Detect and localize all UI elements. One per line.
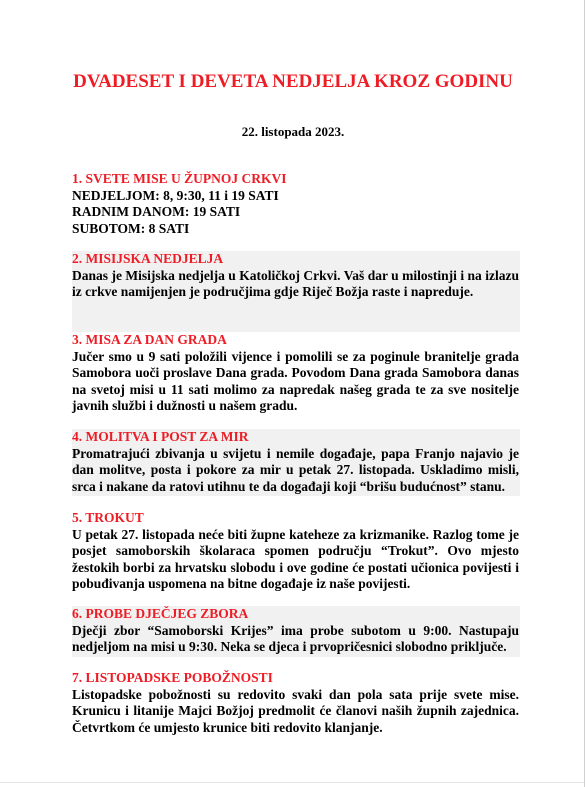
- document-title: DVADESET I DEVETA NEDJELJA KROZ GODINU: [73, 71, 513, 92]
- section-mission-sunday: [72, 251, 520, 332]
- section-text: Promatrajući zbivanja u svijetu i nemile događaje, papa Franjo najavio je dan molitve, posta i pokore za mir u petak 27. listopada. Uskladimo misli, srca i nakane da ratovi utihnu te da događaji koji “brišu budućnost” stanu.: [72, 445, 519, 494]
- section-trokut: [72, 510, 520, 593]
- document-date: 22. listopada 2023.: [241, 124, 345, 139]
- section-text: Listopadske pobožnosti su redovito svaki dan pola sata prije svete mise. Krunicu i litanije Majci Božjoj predmolit će članovi naših župnih zajednica. Četvrtkom će umjesto krunice biti redovito klanjanje.: [72, 686, 519, 735]
- section-text: Jučer smo u 9 sati položili vijence i pomolili se za poginule branitelje grada Samobora uoči proslave Dana grada. Povodom Dana grada Samobora danas na svetoj misi u 11 sati molimo za napredak našeg grada te za sve nositelje javnih službi i dužnosti u našem gradu.: [72, 348, 519, 413]
- section-heading: 5. TROKUT: [72, 510, 144, 525]
- section-heading: 4. MOLITVA I POST ZA MIR: [72, 429, 249, 444]
- section-heading: 7. LISTOPADSKE POBOŽNOSTI: [72, 670, 273, 685]
- section-mass-schedule: [72, 171, 520, 237]
- page-bottom-divider: [0, 782, 584, 783]
- section-heading: 1. SVETE MISE U ŽUPNOJ CRKVI: [72, 171, 287, 186]
- section-text: U petak 27. listopada neće biti župne kateheze za krizmanike. Razlog tome je posjet samoborskih školaraca spomen području “Trokut”. Ovo mjesto žestokih borbi za hrvatsku slobodu i ove godine će postati učionica povijesti i pobuđivanja uspomena na bitne događaje iz naše povijesti.: [72, 526, 519, 591]
- section-childrens-choir: [72, 606, 520, 657]
- schedule-sunday: NEDJELJOM: 8, 9:30, 11 i 19 SATI: [72, 187, 279, 203]
- section-october-devotions: [72, 670, 520, 736]
- section-text: Dječji zbor “Samoborski Krijes” ima probe subotom u 9:00. Nastupaju nedjeljom na misi u 9:30. Neka se djeca i prvopričesnici slobodno priključe.: [72, 622, 519, 654]
- section-city-day-mass: [72, 332, 520, 415]
- schedule-saturday: SUBOTOM: 8 SATI: [72, 220, 190, 236]
- section-heading: 2. MISIJSKA NEDJELJA: [72, 251, 224, 266]
- section-prayer-fasting: [72, 429, 520, 496]
- schedule-weekday: RADNIM DANOM: 19 SATI: [72, 204, 241, 219]
- section-text: Danas je Misijska nedjelja u Katoličkoj Crkvi. Vaš dar u milostinji i na izlazu iz crkve namijenjen je područjima gdje Riječ Božja raste i napreduje.: [72, 267, 519, 299]
- section-heading: 6. PROBE DJEČJEG ZBORA: [72, 606, 249, 621]
- section-heading: 3. MISA ZA DAN GRADA: [72, 332, 227, 347]
